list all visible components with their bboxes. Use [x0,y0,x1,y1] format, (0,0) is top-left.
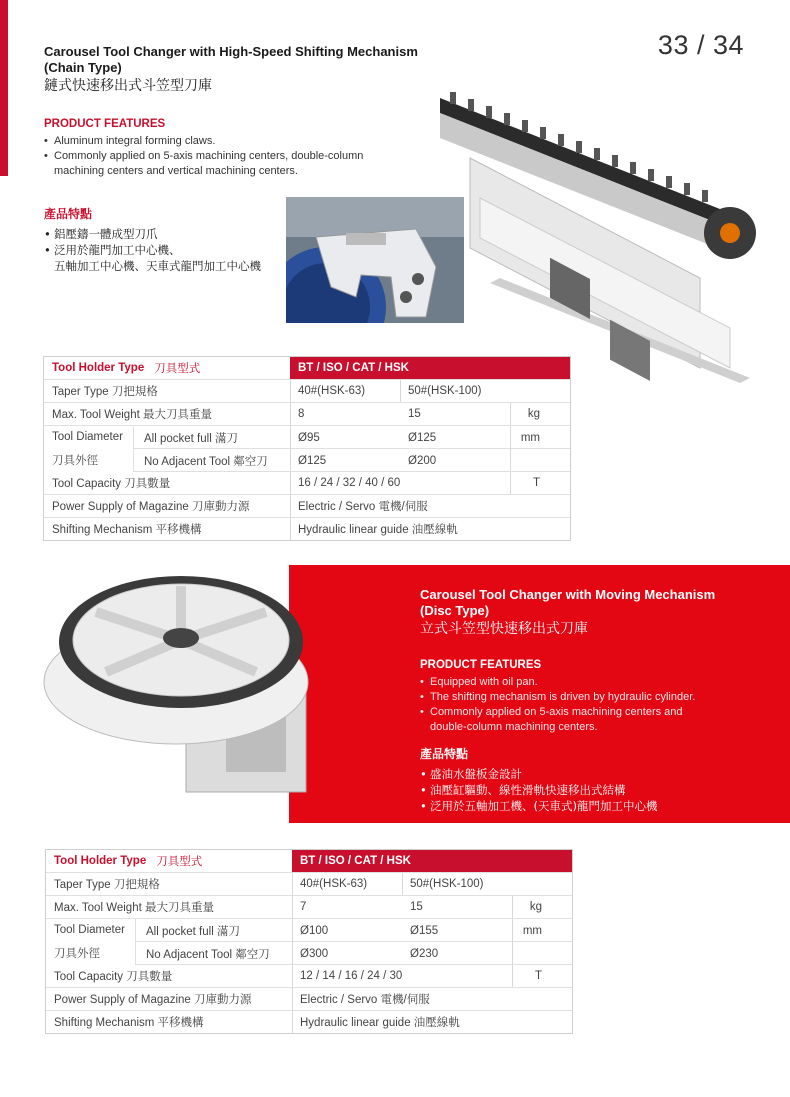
diameter-full-50: Ø125 [408,431,437,444]
capacity-value: 16 / 24 / 32 / 40 / 60 [298,477,401,489]
capacity-value: 12 / 14 / 16 / 24 / 30 [300,970,403,982]
diameter-label: Tool Diameter 刀具外徑 [46,919,136,965]
diameter-full-50: Ø155 [410,924,439,937]
feature-item: • Commonly applied on 5-axis machining centers and [420,705,770,720]
diameter-unit: mm [520,431,540,444]
table-row [44,379,570,402]
table-row [44,402,570,425]
power-value: Electric / Servo 電機/伺服 [300,994,430,1006]
table-row [46,872,572,895]
table-row [46,964,572,987]
weight-40: 7 [300,901,307,913]
section1-features-zh [44,205,304,274]
section1-features-heading: PRODUCT FEATURES [44,118,166,130]
table-row [44,494,570,517]
diameter-full-40: Ø100 [300,924,329,937]
weight-label: Max. Tool Weight 最大刀具重量 [54,902,214,914]
feature-zh-item: • 泛用於五軸加工機、(天車式)龍門加工中心機 [420,798,770,814]
header-standards: BT / ISO / CAT / HSK [290,357,570,379]
section2-spec-table [45,849,573,1034]
shift-label: Shifting Mechanism 平移機構 [54,1017,204,1029]
section1-features [44,118,424,179]
table-header-row [46,850,572,872]
section1-title-en-2: (Chain Type) [44,60,122,75]
section2-title-en-1: Carousel Tool Changer with Moving Mechanism [420,587,716,602]
power-label: Power Supply of Magazine 刀庫動力源 [54,994,252,1006]
weight-label: Max. Tool Weight 最大刀具重量 [52,409,212,421]
diameter-noadj-50: Ø200 [408,454,437,467]
table-row [46,895,572,918]
capacity-label: Tool Capacity 刀具數量 [52,478,171,490]
red-edge-bar [0,0,8,176]
diameter-full-label: All pocket full 滿刀 [146,925,240,938]
taper-label: Taper Type 刀把規格 [52,386,158,398]
taper-label: Taper Type 刀把規格 [54,879,160,891]
feature-item: • Aluminum integral forming claws. [44,134,424,149]
shift-value: Hydraulic linear guide 油壓線軌 [300,1017,460,1029]
table-row [46,987,572,1010]
table-header-row [44,357,570,379]
table-row [44,471,570,494]
capacity-unit: T [532,477,540,489]
feature-zh-item-continuation: 五軸加工中心機、天車式龍門加工中心機 [54,259,261,273]
diameter-noadj-40: Ø125 [298,454,327,467]
diameter-noadj-label: No Adjacent Tool 鄰空刀 [146,948,270,961]
taper-40: 40#(HSK-63) [300,878,368,890]
section2-title-en-2: (Disc Type) [420,603,490,618]
section1-features-zh-heading: 產品特點 [44,207,93,221]
diameter-label: Tool Diameter 刀具外徑 [44,426,134,472]
page-number: 33 / 34 [657,30,744,60]
section1-spec-table [43,356,571,541]
feature-zh-item: • 鋁壓鑄一體成型刀爪 [44,226,304,242]
feature-zh-item: • 泛用於龍門加工中心機、 [44,242,304,258]
table-row-diameter [44,425,570,471]
power-value: Electric / Servo 電機/伺服 [298,501,428,513]
feature-item: • The shifting mechanism is driven by hydraulic cylinder. [420,690,770,705]
diameter-full-40: Ø95 [298,431,320,444]
section2-title-zh: 立式斗笠型快速移出式刀庫 [420,621,588,637]
feature-item-continuation: machining centers and vertical machining centers. [54,165,298,177]
table-row [44,517,570,540]
table-row [46,1010,572,1033]
diameter-noadj-50: Ø230 [410,947,439,960]
diameter-full-label: All pocket full 滿刀 [144,432,238,445]
header-standards: BT / ISO / CAT / HSK [292,850,572,872]
section1-title-en-1: Carousel Tool Changer with High-Speed Shifting Mechanism [44,44,418,59]
section2-features-zh-heading: 產品特點 [420,747,469,761]
diameter-noadj-label: No Adjacent Tool 鄰空刀 [144,455,268,468]
taper-50: 50#(HSK-100) [408,385,482,397]
weight-50: 15 [408,408,421,420]
header-tool-holder: Tool Holder Type 刀具型式 [52,362,201,375]
shift-value: Hydraulic linear guide 油壓線軌 [298,524,458,536]
disc-tool-changer-image [36,572,336,802]
weight-unit: kg [529,901,542,913]
claw-closeup-image [286,197,464,323]
table-row-diameter [46,918,572,964]
diameter-noadj-40: Ø300 [300,947,329,960]
capacity-label: Tool Capacity 刀具數量 [54,971,173,983]
header-tool-holder: Tool Holder Type 刀具型式 [54,855,203,868]
section1-title-zh: 鏈式快速移出式斗笠型刀庫 [44,78,212,94]
section2-features-heading: PRODUCT FEATURES [420,659,542,671]
capacity-unit: T [534,970,542,982]
weight-50: 15 [410,901,423,913]
shift-label: Shifting Mechanism 平移機構 [52,524,202,536]
section2-text [420,587,770,814]
diameter-unit: mm [522,924,542,937]
feature-zh-item: • 盛油水盤板金設計 [420,766,770,782]
weight-40: 8 [298,408,305,420]
feature-item: • Commonly applied on 5-axis machining centers, double-column [44,149,424,164]
taper-40: 40#(HSK-63) [298,385,366,397]
taper-50: 50#(HSK-100) [410,878,484,890]
feature-item: • Equipped with oil pan. [420,675,770,690]
feature-item-continuation: double-column machining centers. [430,721,598,733]
power-label: Power Supply of Magazine 刀庫動力源 [52,501,250,513]
weight-unit: kg [527,408,540,420]
feature-zh-item: • 油壓缸驅動、線性滑軌快速移出式結構 [420,782,770,798]
